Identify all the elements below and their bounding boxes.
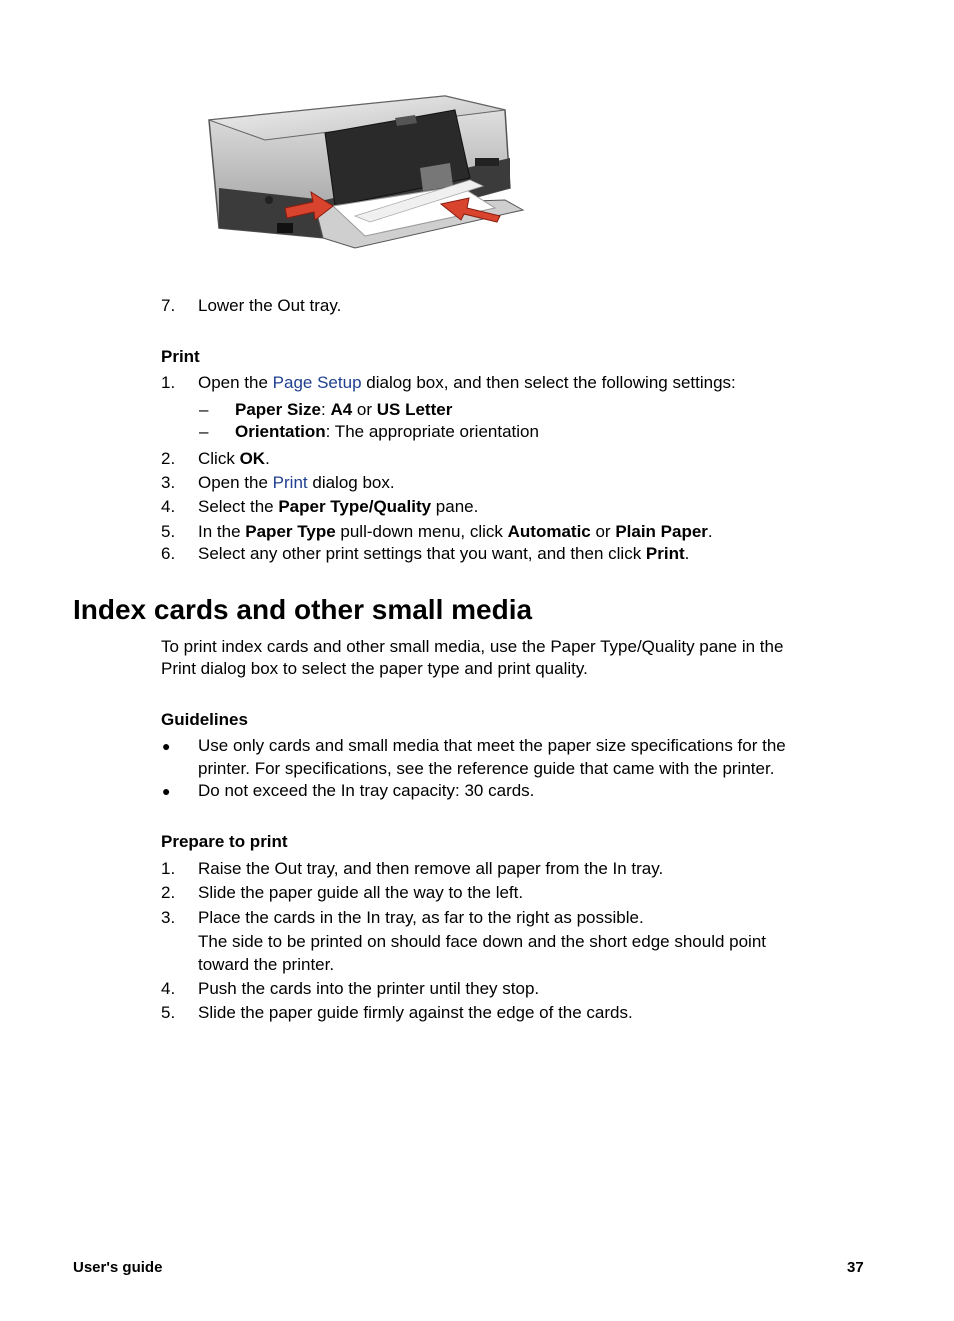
intro-text: To print index cards and other small media, use the Paper Type/Quality pane in the (161, 637, 784, 656)
step-number: 1. (161, 373, 176, 392)
printer-illustration-icon (205, 88, 530, 258)
section-title: Index cards and other small media (73, 594, 533, 625)
print-dialog-link[interactable]: Print (272, 473, 308, 492)
step-number: 1. (161, 859, 176, 878)
step-note: The side to be printed on should face down and the short edge should point (198, 932, 767, 951)
step-text: Select the Paper Type/Quality pane. (198, 497, 479, 516)
step-number: 3. (161, 473, 176, 492)
step-text: Open the Page Setup dialog box, and then select the following settings: (198, 373, 736, 392)
step-text: Click OK. (198, 449, 270, 468)
step-text: Lower the Out tray. (198, 296, 342, 315)
step-text: Slide the paper guide firmly against the edge of the cards. (198, 1003, 633, 1022)
step-number: 4. (161, 979, 176, 998)
step-number: 6. (161, 544, 176, 563)
step-number: 2. (161, 449, 176, 468)
sub-dash: – (199, 400, 209, 419)
page-setup-link[interactable]: Page Setup (272, 373, 362, 392)
step-number: 5. (161, 1003, 176, 1022)
step-text: Push the cards into the printer until they stop. (198, 979, 540, 998)
step-text: Slide the paper guide all the way to the left. (198, 883, 524, 902)
step-number: 3. (161, 908, 176, 927)
step-number: 5. (161, 522, 176, 541)
guidelines-heading: Guidelines (161, 710, 248, 729)
bullet-text: Do not exceed the In tray capacity: 30 cards. (198, 781, 535, 800)
bullet-text: printer. For specifications, see the reference guide that came with the printer. (198, 759, 775, 778)
bullet-icon: ● (162, 783, 171, 799)
bullet-icon: ● (162, 738, 171, 754)
prepare-heading: Prepare to print (161, 832, 288, 851)
print-heading: Print (161, 347, 200, 366)
step-text: In the Paper Type pull-down menu, click Automatic or Plain Paper. (198, 522, 713, 541)
sub-dash: – (199, 422, 209, 441)
footer-title: User's guide (73, 1259, 163, 1276)
step-text: Open the Print dialog box. (198, 473, 395, 492)
sub-item: Orientation: The appropriate orientation (235, 422, 539, 441)
bullet-text: Use only cards and small media that meet the paper size specifications for the (198, 736, 786, 755)
step-text: Place the cards in the In tray, as far to the right as possible. (198, 908, 644, 927)
step-note: toward the printer. (198, 955, 335, 974)
step-text: Select any other print settings that you want, and then click Print. (198, 544, 690, 563)
intro-text: Print dialog box to select the paper type and print quality. (161, 659, 588, 678)
sub-item: Paper Size: A4 or US Letter (235, 400, 453, 419)
step-number: 7. (161, 296, 176, 315)
page-number: 37 (847, 1259, 864, 1276)
step-text: Raise the Out tray, and then remove all paper from the In tray. (198, 859, 664, 878)
step-number: 4. (161, 497, 176, 516)
step-number: 2. (161, 883, 176, 902)
